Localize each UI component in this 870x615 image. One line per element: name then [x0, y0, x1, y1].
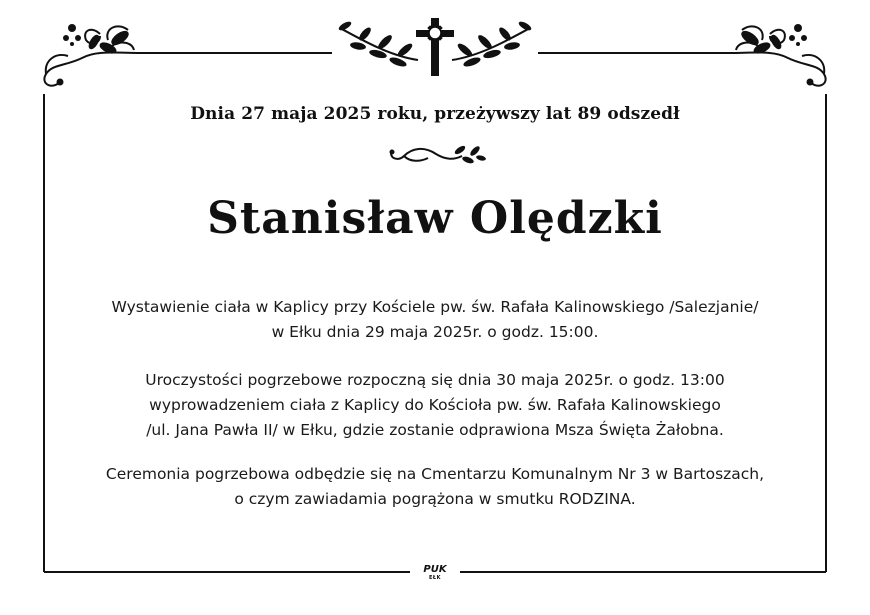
- logo-main-text: PUK: [423, 564, 447, 575]
- flower-left-icon: [63, 24, 81, 46]
- puk-logo: [415, 564, 455, 586]
- burial-line: Ceremonia pogrzebowa odbędzie się na Cmentarzu Komunalnym Nr 3 w Bartoszach,: [105, 465, 765, 483]
- ceremony-line: /ul. Jana Pawła II/ w Ełku, gdzie zostanie odprawiona Msza Święta Żałobna.: [146, 421, 724, 439]
- burial-line: o czym zawiadamia pogrążona w smutku RODZINA.: [234, 490, 636, 508]
- floral-swirl-left-icon: [44, 26, 140, 85]
- viewing-line: w Ełku dnia 29 maja 2025r. o godz. 15:00.: [271, 323, 599, 341]
- floral-swirl-right-icon: [730, 26, 826, 85]
- ceremony-line: wyprowadzeniem ciała z Kaplicy do Kościoła pw. św. Rafała Kalinowskiego: [149, 396, 721, 414]
- viewing-line: Wystawienie ciała w Kaplicy przy Kościele pw. św. Rafała Kalinowskiego /Salezjanie/: [111, 298, 759, 316]
- death-announcement-headline: Dnia 27 maja 2025 roku, przeżywszy lat 89 odszedł: [190, 104, 680, 124]
- cross-with-laurel-icon: [337, 18, 532, 76]
- flower-right-icon: [789, 24, 807, 46]
- vine-divider-icon: [390, 144, 487, 164]
- viewing-paragraph: [55, 295, 815, 345]
- burial-paragraph: [55, 462, 815, 512]
- funeral-ceremony-paragraph: [55, 368, 815, 443]
- logo-sub-text: EŁK: [428, 575, 441, 581]
- ceremony-line: Uroczystości pogrzebowe rozpoczną się dnia 30 maja 2025r. o godz. 13:00: [145, 371, 725, 389]
- deceased-name: Stanisław Olędzki: [207, 193, 663, 244]
